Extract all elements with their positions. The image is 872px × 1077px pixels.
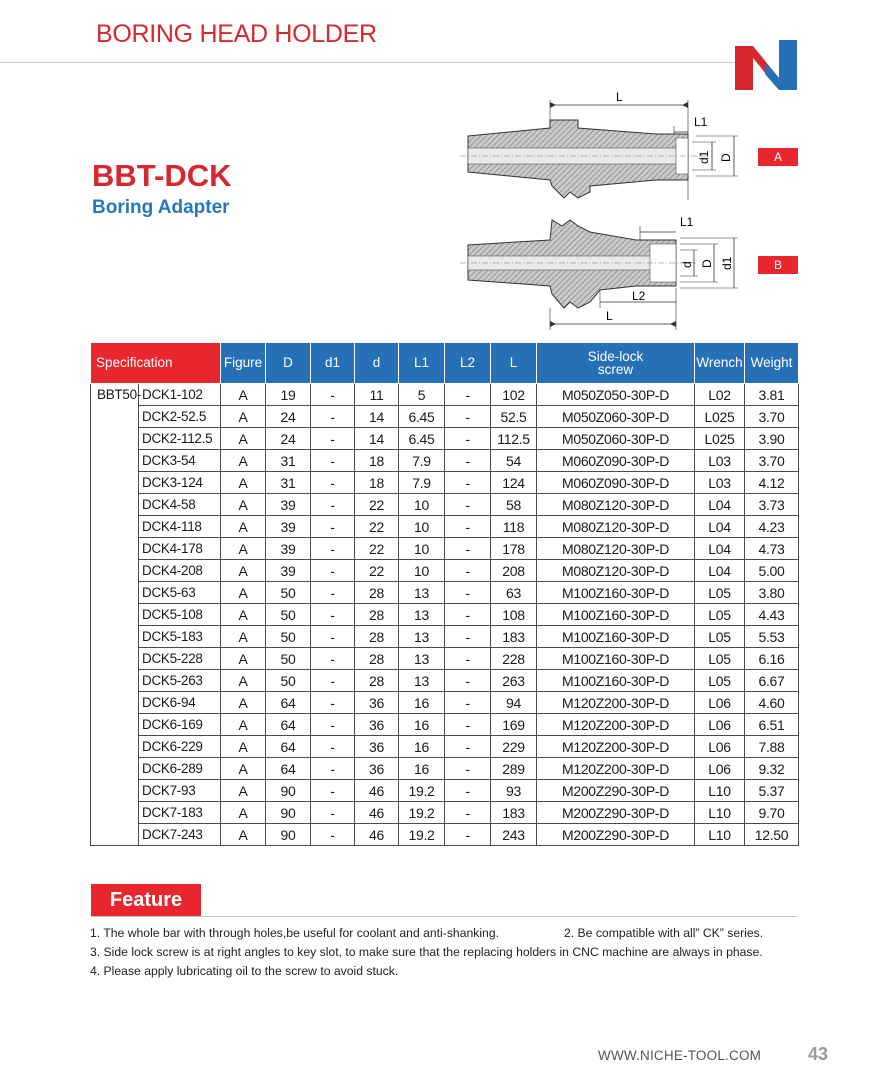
cell-L2: -: [445, 714, 491, 736]
product-name: Boring Adapter: [92, 197, 230, 218]
cell-L1: 19.2: [399, 780, 445, 802]
cell-L2: -: [445, 582, 491, 604]
cell-screw: M080Z120-30P-D: [537, 560, 695, 582]
cell-L1: 10: [399, 494, 445, 516]
cell-d1: -: [311, 406, 355, 428]
cell-model: DCK6-169: [139, 714, 221, 736]
cell-D: 90: [266, 824, 311, 846]
cell-d: 22: [355, 538, 399, 560]
cell-wrench: L02: [695, 384, 745, 406]
fig-b-label-d: d: [680, 261, 694, 268]
cell-screw: M080Z120-30P-D: [537, 494, 695, 516]
cell-L: 102: [491, 384, 537, 406]
cell-model: DCK5-183: [139, 626, 221, 648]
cell-weight: 3.70: [745, 450, 799, 472]
cell-d: 28: [355, 626, 399, 648]
cell-L1: 13: [399, 604, 445, 626]
cell-D: 90: [266, 780, 311, 802]
cell-d1: -: [311, 780, 355, 802]
cell-L1: 13: [399, 626, 445, 648]
cell-d1: -: [311, 758, 355, 780]
cell-L1: 6.45: [399, 428, 445, 450]
cell-figure: A: [221, 692, 266, 714]
cell-L: 124: [491, 472, 537, 494]
cell-weight: 3.90: [745, 428, 799, 450]
cell-weight: 5.00: [745, 560, 799, 582]
cell-screw: M100Z160-30P-D: [537, 626, 695, 648]
figure-a-tag: A: [758, 148, 798, 166]
cell-L1: 13: [399, 648, 445, 670]
cell-L2: -: [445, 780, 491, 802]
cell-L1: 5: [399, 384, 445, 406]
cell-d1: -: [311, 714, 355, 736]
cell-model: DCK5-108: [139, 604, 221, 626]
cell-model: DCK5-263: [139, 670, 221, 692]
feature-item-3: 3. Side lock screw is at right angles to key slot, to make sure that the replacing holders in CNC machine are always in phase.: [90, 945, 763, 959]
cell-d1: -: [311, 582, 355, 604]
cell-screw: M050Z060-30P-D: [537, 428, 695, 450]
cell-wrench: L06: [695, 758, 745, 780]
cell-D: 50: [266, 648, 311, 670]
table-row: [91, 384, 799, 406]
feature-heading: Feature: [91, 884, 201, 916]
cell-L: 118: [491, 516, 537, 538]
cell-L: 263: [491, 670, 537, 692]
table-row: [91, 516, 799, 538]
cell-L2: -: [445, 472, 491, 494]
cell-weight: 4.73: [745, 538, 799, 560]
cell-D: 50: [266, 582, 311, 604]
cell-screw: M100Z160-30P-D: [537, 582, 695, 604]
cell-wrench: L04: [695, 494, 745, 516]
cell-figure: A: [221, 758, 266, 780]
cell-figure: A: [221, 384, 266, 406]
cell-screw: M100Z160-30P-D: [537, 604, 695, 626]
cell-d1: -: [311, 802, 355, 824]
cell-D: 90: [266, 802, 311, 824]
cell-D: 39: [266, 494, 311, 516]
table-row: [91, 648, 799, 670]
cell-L1: 16: [399, 736, 445, 758]
cell-wrench: L06: [695, 692, 745, 714]
cell-screw: M080Z120-30P-D: [537, 538, 695, 560]
cell-L2: -: [445, 670, 491, 692]
feature-divider: [91, 916, 797, 917]
cell-L: 58: [491, 494, 537, 516]
table-header-row: [91, 343, 799, 384]
table-row: [91, 670, 799, 692]
cell-figure: A: [221, 428, 266, 450]
cell-d1: -: [311, 692, 355, 714]
footer-url[interactable]: WWW.NICHE-TOOL.COM: [598, 1048, 762, 1063]
cell-figure: A: [221, 648, 266, 670]
cell-L: 183: [491, 802, 537, 824]
cell-D: 64: [266, 692, 311, 714]
cell-L1: 7.9: [399, 472, 445, 494]
cell-wrench: L05: [695, 670, 745, 692]
cell-D: 50: [266, 626, 311, 648]
cell-D: 50: [266, 604, 311, 626]
cell-L1: 13: [399, 582, 445, 604]
feature-item-4: 4. Please apply lubricating oil to the screw to avoid stuck.: [90, 964, 399, 978]
spec-table-body: [91, 384, 799, 846]
col-header-d1: d1: [311, 343, 355, 384]
fig-b-label-d1: d1: [720, 256, 734, 270]
cell-d1: -: [311, 824, 355, 846]
product-code: BBT-DCK: [92, 158, 232, 193]
cell-weight: 5.37: [745, 780, 799, 802]
fig-a-label-d1: d1: [697, 150, 711, 164]
figure-b-drawing: [460, 215, 738, 330]
cell-L: 169: [491, 714, 537, 736]
cell-L2: -: [445, 560, 491, 582]
cell-L: 54: [491, 450, 537, 472]
fig-b-label-D: D: [700, 259, 714, 268]
cell-d1: -: [311, 538, 355, 560]
cell-D: 39: [266, 516, 311, 538]
cell-figure: A: [221, 516, 266, 538]
cell-L: 94: [491, 692, 537, 714]
table-row: [91, 626, 799, 648]
cell-figure: A: [221, 560, 266, 582]
cell-weight: 4.12: [745, 472, 799, 494]
cell-screw: M120Z200-30P-D: [537, 714, 695, 736]
cell-screw: M100Z160-30P-D: [537, 670, 695, 692]
fig-a-label-L: L: [616, 90, 623, 104]
col-header-d: d: [355, 343, 399, 384]
col-header-screw-line1: Side-lock: [587, 348, 644, 364]
table-row: [91, 406, 799, 428]
feature-list: [90, 924, 810, 981]
cell-figure: A: [221, 780, 266, 802]
cell-model: DCK1-102: [139, 384, 221, 406]
cell-model: DCK4-178: [139, 538, 221, 560]
table-row: [91, 538, 799, 560]
cell-L2: -: [445, 494, 491, 516]
cell-d: 22: [355, 560, 399, 582]
cell-L1: 10: [399, 538, 445, 560]
cell-L2: -: [445, 648, 491, 670]
cell-L1: 10: [399, 516, 445, 538]
fig-b-label-L1: L1: [680, 215, 694, 229]
cell-d: 22: [355, 494, 399, 516]
cell-screw: M100Z160-30P-D: [537, 648, 695, 670]
cell-weight: 6.67: [745, 670, 799, 692]
cell-weight: 4.23: [745, 516, 799, 538]
cell-d: 46: [355, 780, 399, 802]
cell-weight: 5.53: [745, 626, 799, 648]
cell-L: 108: [491, 604, 537, 626]
cell-wrench: L03: [695, 472, 745, 494]
table-row: [91, 692, 799, 714]
cell-wrench: L03: [695, 450, 745, 472]
cell-wrench: L10: [695, 780, 745, 802]
table-row: [91, 758, 799, 780]
cell-weight: 7.88: [745, 736, 799, 758]
cell-L1: 19.2: [399, 802, 445, 824]
page-number: 43: [808, 1044, 829, 1064]
cell-L2: -: [445, 604, 491, 626]
cell-weight: 3.70: [745, 406, 799, 428]
cell-screw: M120Z200-30P-D: [537, 758, 695, 780]
cell-L2: -: [445, 736, 491, 758]
cell-screw: M200Z290-30P-D: [537, 780, 695, 802]
cell-d: 11: [355, 384, 399, 406]
cell-d1: -: [311, 450, 355, 472]
cell-wrench: L025: [695, 428, 745, 450]
cell-figure: A: [221, 450, 266, 472]
cell-weight: 3.73: [745, 494, 799, 516]
col-header-L2: L2: [445, 343, 491, 384]
cell-wrench: L025: [695, 406, 745, 428]
cell-figure: A: [221, 494, 266, 516]
cell-D: 31: [266, 472, 311, 494]
cell-d1: -: [311, 648, 355, 670]
cell-d1: -: [311, 736, 355, 758]
cell-d: 36: [355, 692, 399, 714]
fig-b-label-L2: L2: [632, 289, 646, 303]
holder-drawings: [440, 80, 820, 335]
table-row: [91, 824, 799, 846]
cell-D: 39: [266, 538, 311, 560]
cell-screw: M080Z120-30P-D: [537, 516, 695, 538]
cell-D: 64: [266, 736, 311, 758]
cell-L1: 6.45: [399, 406, 445, 428]
cell-wrench: L06: [695, 714, 745, 736]
col-header-wrench: Wrench: [695, 343, 745, 384]
cell-figure: A: [221, 714, 266, 736]
cell-d1: -: [311, 670, 355, 692]
cell-d1: -: [311, 516, 355, 538]
cell-d: 36: [355, 758, 399, 780]
cell-D: 24: [266, 428, 311, 450]
cell-d1: -: [311, 604, 355, 626]
cell-screw: M060Z090-30P-D: [537, 472, 695, 494]
feature-line-1: [90, 924, 810, 943]
spec-prefix: BBT50-: [91, 384, 139, 846]
table-row: [91, 802, 799, 824]
col-header-weight: Weight: [745, 343, 799, 384]
cell-D: 19: [266, 384, 311, 406]
fig-b-label-L: L: [606, 309, 613, 323]
cell-wrench: L04: [695, 516, 745, 538]
cell-L1: 10: [399, 560, 445, 582]
cell-L2: -: [445, 406, 491, 428]
table-row: [91, 582, 799, 604]
cell-model: DCK5-228: [139, 648, 221, 670]
cell-model: DCK2-112.5: [139, 428, 221, 450]
cell-D: 50: [266, 670, 311, 692]
cell-d: 14: [355, 428, 399, 450]
cell-figure: A: [221, 406, 266, 428]
cell-model: DCK2-52.5: [139, 406, 221, 428]
cell-L2: -: [445, 626, 491, 648]
table-row: [91, 714, 799, 736]
cell-screw: M050Z050-30P-D: [537, 384, 695, 406]
cell-L2: -: [445, 516, 491, 538]
fig-a-label-D: D: [719, 153, 733, 162]
cell-wrench: L10: [695, 802, 745, 824]
feature-item-1: 1. The whole bar with through holes,be useful for coolant and anti-shanking.: [90, 926, 499, 940]
cell-d: 28: [355, 648, 399, 670]
cell-d: 18: [355, 472, 399, 494]
cell-L2: -: [445, 428, 491, 450]
cell-d: 46: [355, 824, 399, 846]
cell-wrench: L10: [695, 824, 745, 846]
cell-wrench: L05: [695, 582, 745, 604]
page-header-title: BORING HEAD HOLDER: [96, 20, 377, 48]
cell-screw: M120Z200-30P-D: [537, 692, 695, 714]
cell-figure: A: [221, 604, 266, 626]
cell-weight: 4.43: [745, 604, 799, 626]
cell-model: DCK4-58: [139, 494, 221, 516]
cell-d: 18: [355, 450, 399, 472]
cell-d1: -: [311, 626, 355, 648]
cell-weight: 6.51: [745, 714, 799, 736]
cell-D: 64: [266, 758, 311, 780]
cell-d: 28: [355, 604, 399, 626]
cell-L2: -: [445, 758, 491, 780]
cell-model: DCK6-289: [139, 758, 221, 780]
figure-b-tag: B: [758, 256, 798, 274]
cell-L2: -: [445, 538, 491, 560]
cell-screw: M120Z200-30P-D: [537, 736, 695, 758]
cell-D: 24: [266, 406, 311, 428]
cell-weight: 9.32: [745, 758, 799, 780]
cell-d1: -: [311, 494, 355, 516]
cell-wrench: L05: [695, 648, 745, 670]
cell-screw: M200Z290-30P-D: [537, 802, 695, 824]
cell-L: 289: [491, 758, 537, 780]
cell-L2: -: [445, 692, 491, 714]
cell-wrench: L04: [695, 538, 745, 560]
cell-figure: A: [221, 736, 266, 758]
cell-d1: -: [311, 560, 355, 582]
cell-L2: -: [445, 450, 491, 472]
col-header-screw: [537, 343, 695, 384]
col-header-L1: L1: [399, 343, 445, 384]
cell-figure: A: [221, 538, 266, 560]
cell-d: 14: [355, 406, 399, 428]
cell-wrench: L06: [695, 736, 745, 758]
cell-L: 178: [491, 538, 537, 560]
cell-L1: 13: [399, 670, 445, 692]
table-row: [91, 494, 799, 516]
cell-D: 64: [266, 714, 311, 736]
cell-L2: -: [445, 802, 491, 824]
cell-model: DCK7-93: [139, 780, 221, 802]
cell-d: 36: [355, 736, 399, 758]
cell-screw: M200Z290-30P-D: [537, 824, 695, 846]
cell-weight: 3.80: [745, 582, 799, 604]
header-divider: [0, 62, 740, 63]
cell-L1: 16: [399, 714, 445, 736]
col-header-D: D: [266, 343, 311, 384]
table-row: [91, 736, 799, 758]
cell-L: 183: [491, 626, 537, 648]
cell-d1: -: [311, 428, 355, 450]
cell-d: 28: [355, 670, 399, 692]
cell-L: 208: [491, 560, 537, 582]
fig-a-label-L1: L1: [694, 115, 708, 129]
cell-L1: 7.9: [399, 450, 445, 472]
cell-L: 243: [491, 824, 537, 846]
cell-model: DCK6-94: [139, 692, 221, 714]
cell-weight: 3.81: [745, 384, 799, 406]
cell-L2: -: [445, 384, 491, 406]
col-header-spec: Specification: [91, 343, 221, 384]
cell-weight: 12.50: [745, 824, 799, 846]
col-header-L: L: [491, 343, 537, 384]
cell-model: DCK6-229: [139, 736, 221, 758]
table-row: [91, 604, 799, 626]
cell-wrench: L05: [695, 626, 745, 648]
cell-L1: 16: [399, 758, 445, 780]
cell-L1: 16: [399, 692, 445, 714]
spec-table: [90, 342, 799, 846]
cell-L: 228: [491, 648, 537, 670]
feature-item-2: 2. Be compatible with all” CK” series.: [564, 926, 764, 940]
cell-figure: A: [221, 582, 266, 604]
col-header-figure: Figure: [221, 343, 266, 384]
cell-weight: 6.16: [745, 648, 799, 670]
cell-d: 28: [355, 582, 399, 604]
cell-wrench: L05: [695, 604, 745, 626]
cell-screw: M060Z090-30P-D: [537, 450, 695, 472]
cell-L: 93: [491, 780, 537, 802]
col-header-screw-line2: screw: [597, 362, 634, 377]
cell-model: DCK7-243: [139, 824, 221, 846]
cell-model: DCK3-124: [139, 472, 221, 494]
cell-figure: A: [221, 472, 266, 494]
cell-figure: A: [221, 802, 266, 824]
cell-L: 63: [491, 582, 537, 604]
cell-model: DCK5-63: [139, 582, 221, 604]
cell-wrench: L04: [695, 560, 745, 582]
table-row: [91, 450, 799, 472]
cell-D: 39: [266, 560, 311, 582]
cell-screw: M050Z060-30P-D: [537, 406, 695, 428]
cell-d: 22: [355, 516, 399, 538]
table-row: [91, 472, 799, 494]
cell-figure: A: [221, 626, 266, 648]
cell-L: 229: [491, 736, 537, 758]
cell-d: 36: [355, 714, 399, 736]
cell-d1: -: [311, 384, 355, 406]
cell-L: 112.5: [491, 428, 537, 450]
cell-model: DCK4-118: [139, 516, 221, 538]
cell-model: DCK4-208: [139, 560, 221, 582]
cell-d: 46: [355, 802, 399, 824]
figure-a-drawing: [460, 90, 738, 200]
cell-weight: 9.70: [745, 802, 799, 824]
cell-figure: A: [221, 824, 266, 846]
table-row: [91, 780, 799, 802]
cell-figure: A: [221, 670, 266, 692]
cell-model: DCK3-54: [139, 450, 221, 472]
cell-L: 52.5: [491, 406, 537, 428]
cell-d1: -: [311, 472, 355, 494]
cell-weight: 4.60: [745, 692, 799, 714]
cell-L1: 19.2: [399, 824, 445, 846]
cell-model: DCK7-183: [139, 802, 221, 824]
table-row: [91, 428, 799, 450]
cell-D: 31: [266, 450, 311, 472]
cell-L2: -: [445, 824, 491, 846]
table-row: [91, 560, 799, 582]
